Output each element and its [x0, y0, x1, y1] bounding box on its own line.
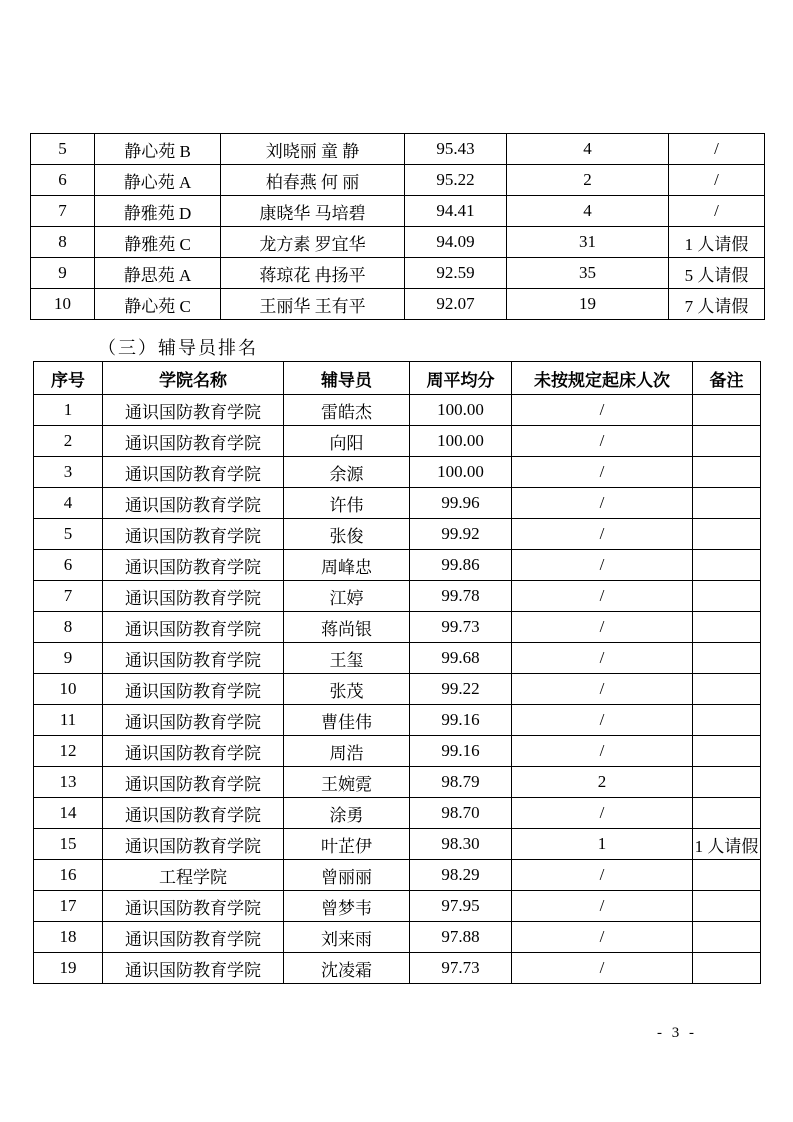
counselor-cell: 刘来雨: [284, 922, 410, 953]
count-cell: /: [512, 519, 693, 550]
college-cell: 通识国防教育学院: [103, 736, 284, 767]
count-cell: /: [512, 798, 693, 829]
rank-cell: 5: [31, 134, 95, 165]
note-cell: [693, 426, 761, 457]
count-cell: /: [512, 488, 693, 519]
rank-cell: 1: [34, 395, 103, 426]
college-cell: 通识国防教育学院: [103, 643, 284, 674]
counselor-cell: 许伟: [284, 488, 410, 519]
college-cell: 通识国防教育学院: [103, 488, 284, 519]
table-row: [31, 227, 765, 258]
average-cell: 97.95: [410, 891, 512, 922]
table-row: [34, 488, 761, 519]
college-cell: 工程学院: [103, 860, 284, 891]
rank-cell: 8: [31, 227, 95, 258]
table-row: [34, 426, 761, 457]
counselor-cell: 沈凌霜: [284, 953, 410, 984]
average-cell: 99.78: [410, 581, 512, 612]
table-row: [34, 550, 761, 581]
count-cell: /: [512, 953, 693, 984]
average-cell: 94.41: [405, 196, 507, 227]
counselor-cell: 雷皓杰: [284, 395, 410, 426]
table-row: [34, 891, 761, 922]
note-cell: [693, 736, 761, 767]
rank-cell: 8: [34, 612, 103, 643]
table-row: [34, 581, 761, 612]
rank-cell: 7: [34, 581, 103, 612]
counselor-cell: 叶芷伊: [284, 829, 410, 860]
average-cell: 99.16: [410, 736, 512, 767]
average-cell: 95.43: [405, 134, 507, 165]
table-header-row: [34, 362, 761, 395]
count-cell: 19: [507, 289, 669, 320]
rank-cell: 13: [34, 767, 103, 798]
count-cell: 31: [507, 227, 669, 258]
college-cell: 通识国防教育学院: [103, 705, 284, 736]
table-row: [34, 395, 761, 426]
rank-cell: 16: [34, 860, 103, 891]
count-cell: /: [512, 705, 693, 736]
college-cell: 通识国防教育学院: [103, 395, 284, 426]
average-cell: 100.00: [410, 395, 512, 426]
counselor-ranking-table: [33, 361, 761, 984]
average-cell: 99.22: [410, 674, 512, 705]
rank-cell: 17: [34, 891, 103, 922]
note-cell: [693, 767, 761, 798]
note-cell: [693, 612, 761, 643]
rank-cell: 19: [34, 953, 103, 984]
note-cell: [693, 705, 761, 736]
header-note: 备注: [693, 362, 761, 395]
average-cell: 100.00: [410, 426, 512, 457]
table-row: [31, 289, 765, 320]
rank-cell: 10: [34, 674, 103, 705]
average-cell: 98.29: [410, 860, 512, 891]
table-row: [34, 767, 761, 798]
rank-cell: 10: [31, 289, 95, 320]
note-cell: [693, 860, 761, 891]
table-row: [31, 258, 765, 289]
rank-cell: 6: [31, 165, 95, 196]
counselor-cell: 涂勇: [284, 798, 410, 829]
table-row: [34, 612, 761, 643]
count-cell: /: [512, 457, 693, 488]
average-cell: 99.73: [410, 612, 512, 643]
average-cell: 92.07: [405, 289, 507, 320]
supervisors-cell: 王丽华 王有平: [221, 289, 405, 320]
note-cell: 5 人请假: [669, 258, 765, 289]
table-row: [34, 736, 761, 767]
note-cell: [693, 891, 761, 922]
supervisors-cell: 柏春燕 何 丽: [221, 165, 405, 196]
note-cell: 7 人请假: [669, 289, 765, 320]
average-cell: 99.96: [410, 488, 512, 519]
average-cell: 97.88: [410, 922, 512, 953]
dormitory-cell: 静心苑 B: [95, 134, 221, 165]
rank-cell: 3: [34, 457, 103, 488]
count-cell: /: [512, 426, 693, 457]
average-cell: 95.22: [405, 165, 507, 196]
average-cell: 99.16: [410, 705, 512, 736]
count-cell: 4: [507, 134, 669, 165]
supervisors-cell: 龙方素 罗宜华: [221, 227, 405, 258]
table-row: [31, 134, 765, 165]
rank-cell: 11: [34, 705, 103, 736]
note-cell: [693, 798, 761, 829]
counselor-cell: 向阳: [284, 426, 410, 457]
note-cell: [693, 519, 761, 550]
count-cell: /: [512, 612, 693, 643]
header-late-rise-count: 未按规定起床人次: [512, 362, 693, 395]
rank-cell: 9: [31, 258, 95, 289]
counselor-cell: 周浩: [284, 736, 410, 767]
dormitory-ranking-table: [30, 133, 765, 320]
counselor-cell: 张俊: [284, 519, 410, 550]
counselor-cell: 曹佳伟: [284, 705, 410, 736]
average-cell: 98.30: [410, 829, 512, 860]
table-row: [34, 953, 761, 984]
counselor-cell: 余源: [284, 457, 410, 488]
supervisors-cell: 刘晓丽 童 静: [221, 134, 405, 165]
page-number: - 3 -: [657, 1025, 697, 1041]
note-cell: [693, 674, 761, 705]
table-row: [34, 798, 761, 829]
counselor-cell: 江婷: [284, 581, 410, 612]
section-heading: （三）辅导员排名: [98, 338, 258, 358]
table-row: [31, 196, 765, 227]
header-rank: 序号: [34, 362, 103, 395]
average-cell: 92.59: [405, 258, 507, 289]
dormitory-cell: 静心苑 C: [95, 289, 221, 320]
table-row: [34, 674, 761, 705]
rank-cell: 4: [34, 488, 103, 519]
note-cell: /: [669, 196, 765, 227]
note-cell: [693, 395, 761, 426]
rank-cell: 14: [34, 798, 103, 829]
college-cell: 通识国防教育学院: [103, 798, 284, 829]
rank-cell: 2: [34, 426, 103, 457]
rank-cell: 5: [34, 519, 103, 550]
table-row: [34, 519, 761, 550]
rank-cell: 18: [34, 922, 103, 953]
college-cell: 通识国防教育学院: [103, 550, 284, 581]
note-cell: 1 人请假: [693, 829, 761, 860]
supervisors-cell: 康晓华 马培碧: [221, 196, 405, 227]
average-cell: 98.70: [410, 798, 512, 829]
table-row: [34, 860, 761, 891]
count-cell: 2: [512, 767, 693, 798]
count-cell: 2: [507, 165, 669, 196]
table-row: [34, 643, 761, 674]
average-cell: 98.79: [410, 767, 512, 798]
rank-cell: 15: [34, 829, 103, 860]
count-cell: 4: [507, 196, 669, 227]
counselor-cell: 王玺: [284, 643, 410, 674]
college-cell: 通识国防教育学院: [103, 519, 284, 550]
count-cell: /: [512, 922, 693, 953]
note-cell: [693, 581, 761, 612]
note-cell: [693, 953, 761, 984]
average-cell: 94.09: [405, 227, 507, 258]
college-cell: 通识国防教育学院: [103, 891, 284, 922]
dormitory-cell: 静心苑 A: [95, 165, 221, 196]
note-cell: [693, 457, 761, 488]
count-cell: 35: [507, 258, 669, 289]
header-college: 学院名称: [103, 362, 284, 395]
college-cell: 通识国防教育学院: [103, 829, 284, 860]
college-cell: 通识国防教育学院: [103, 953, 284, 984]
rank-cell: 7: [31, 196, 95, 227]
supervisors-cell: 蒋琼花 冉扬平: [221, 258, 405, 289]
rank-cell: 12: [34, 736, 103, 767]
dormitory-cell: 静雅苑 C: [95, 227, 221, 258]
table-row: [34, 705, 761, 736]
count-cell: 1: [512, 829, 693, 860]
college-cell: 通识国防教育学院: [103, 922, 284, 953]
college-cell: 通识国防教育学院: [103, 612, 284, 643]
count-cell: /: [512, 891, 693, 922]
counselor-cell: 蒋尚银: [284, 612, 410, 643]
college-cell: 通识国防教育学院: [103, 457, 284, 488]
table-row: [31, 165, 765, 196]
table-row: [34, 829, 761, 860]
dormitory-cell: 静雅苑 D: [95, 196, 221, 227]
note-cell: /: [669, 134, 765, 165]
counselor-cell: 王婉霓: [284, 767, 410, 798]
college-cell: 通识国防教育学院: [103, 674, 284, 705]
note-cell: 1 人请假: [669, 227, 765, 258]
count-cell: /: [512, 736, 693, 767]
count-cell: /: [512, 550, 693, 581]
note-cell: /: [669, 165, 765, 196]
counselor-cell: 曾丽丽: [284, 860, 410, 891]
average-cell: 99.68: [410, 643, 512, 674]
college-cell: 通识国防教育学院: [103, 426, 284, 457]
count-cell: /: [512, 643, 693, 674]
college-cell: 通识国防教育学院: [103, 581, 284, 612]
counselor-cell: 周峰忠: [284, 550, 410, 581]
counselor-cell: 张茂: [284, 674, 410, 705]
count-cell: /: [512, 860, 693, 891]
note-cell: [693, 643, 761, 674]
table-row: [34, 922, 761, 953]
average-cell: 100.00: [410, 457, 512, 488]
counselor-cell: 曾梦韦: [284, 891, 410, 922]
note-cell: [693, 922, 761, 953]
note-cell: [693, 488, 761, 519]
note-cell: [693, 550, 761, 581]
rank-cell: 9: [34, 643, 103, 674]
count-cell: /: [512, 674, 693, 705]
table-row: [34, 457, 761, 488]
header-counselor: 辅导员: [284, 362, 410, 395]
count-cell: /: [512, 395, 693, 426]
dormitory-cell: 静思苑 A: [95, 258, 221, 289]
count-cell: /: [512, 581, 693, 612]
header-weekly-average: 周平均分: [410, 362, 512, 395]
rank-cell: 6: [34, 550, 103, 581]
average-cell: 97.73: [410, 953, 512, 984]
college-cell: 通识国防教育学院: [103, 767, 284, 798]
average-cell: 99.86: [410, 550, 512, 581]
average-cell: 99.92: [410, 519, 512, 550]
